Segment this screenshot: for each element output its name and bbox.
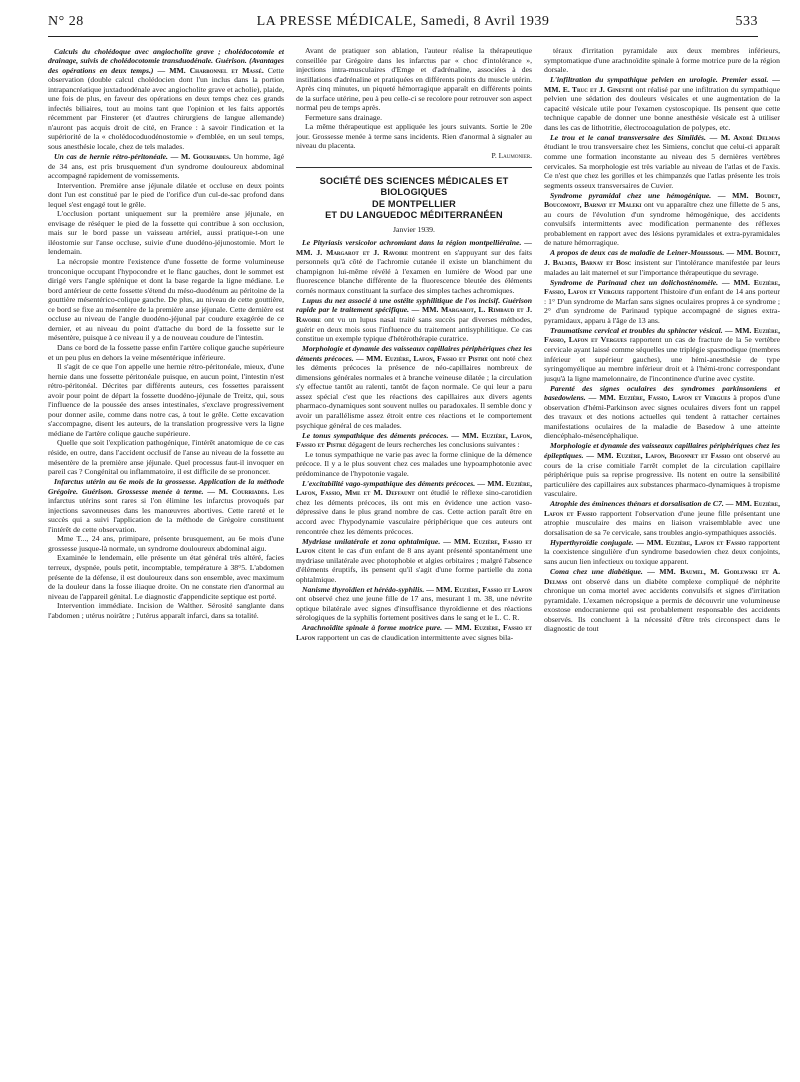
text-paragraph <box>544 46 780 75</box>
communication-title: L'excitabilité vago-sympathique des déments précoces. — <box>302 478 486 488</box>
communication-paragraph <box>544 499 780 537</box>
body-text: ont vu un lupus nasal traité sans succès par diverses méthodes, guérir en deux mois sous l'influence du traitement antisyphilitique. Ce cas constitue un exemple typique d'hétérothérapie curatrice. <box>296 314 532 344</box>
authors: MM. Margarot, L. Rimbaud et J. Ravoire <box>296 305 532 324</box>
column-1 <box>48 46 284 1076</box>
communication-paragraph <box>544 191 780 248</box>
text-paragraph <box>296 122 532 151</box>
text-paragraph <box>48 438 284 476</box>
communication-title: Le Pityriasis versicolor achromiant dans la région montpelliéraine. — <box>302 238 532 248</box>
text-paragraph <box>296 113 532 123</box>
body-text: Dans ce bord de la fossette passe enfin l'artère colique gauche supérieure et un peu plus en dehors la veine mésentérique inférieure. <box>48 342 284 362</box>
body-text: rapportent un cas de claudication intermittente avec signes bila- <box>315 633 514 643</box>
authors: M. Gourriades. <box>181 152 231 162</box>
body-text: rapportent la coexistence singulière d'un syndrome basedowien chez deux conjoints, sans aucun lien infectieux ou toxique apparent. <box>544 537 780 566</box>
communication-title: Calculs du cholédoque avec angiocholite grave ; cholédocotomie et drainage, suivis de cholédocotomie transduodénale. Guérison. (Avantages des opérations en deux temps.) — <box>48 46 284 75</box>
body-text: Il s'agit de ce que l'on appelle une hernie rétro-péritonéale, mieux, d'une hernie dans une fossette péritonéale puisque, en aucun point, l'intestin n'est rétro-péritonéal. Décrites par différents auteurs, ces fossettes paraissent avoir pour point de départ la fossette duodéno-jéjunale de Treitz, qui, sous l'influence de la poussée des anses intestinales, s'exclave progressivement pour donner asile, comme dans notre cas, à tout le grêle. Cette excavation s'accompagne, disent les auteurs, de la translation progressive vers la ligne médiane de l'artère colique gauche supérieure. <box>48 362 284 438</box>
communication-paragraph <box>48 47 284 152</box>
body-text: ont réalisé par une infiltration du sympathique pelvien une sédation des douleurs vésicales et une augmentation de la capacité vésicale utile pour l'examen cystoscopique. Ils pensent que cette technique capable de donner une bonne anesthésie vésicale est à utiliser dans les cas de lithotritie, électrocoagulation de polypes, etc. <box>544 84 780 132</box>
communication-paragraph <box>544 326 780 383</box>
body-text: ont vu apparaître chez une fillette de 5 ans, au cours de l'évolution d'un syndrome hémogénique, des accidents convulsifs intermittents avec modification permanente des réflexes probablement en rapport avec des lésions pyramidales et extra-pyramidales de nature hémorragique. <box>544 200 780 248</box>
body-text: montrent en s'appuyant sur des faits personnels qu'à côté de l'achromie cutanée il existe un blanchiment du champignon lui-même révélé à l'examen en lumière de Wood par une fluorescence blanche différente de la fluorescence bleutée des éléments cornés normaux constituant la surface des simples taches achromiques. <box>296 247 532 295</box>
body-text: Cette observation (double calcul cholédocien dont l'un inclus dans la portion intrapancréatique juxtaduodénale avec angiocholite grave et acholie), plaide, une fois de plus, en faveur des opérations en deux temps chez ces grands infectés biliaires, tout au moins tant que l'opinion et les faits apportés récemment par Finsterer (et d'autres chirurgiens de langue allemande) n'auront pas acquis droit de cité, en France : à savoir l'indication et la supériorité de la « cholédocoduodénostomie » d'emblée, en un seul temps, sous anesthésie locale, chez de tels malades. <box>48 65 284 151</box>
communication-title: Un cas de hernie rétro-péritonéale. — <box>54 152 179 162</box>
communication-paragraph <box>296 296 532 344</box>
communication-title: Coma chez une diabétique. — <box>550 567 655 577</box>
text-paragraph <box>48 257 284 343</box>
signature: P. Laumonier. <box>491 151 532 161</box>
header-rule <box>48 36 758 37</box>
communication-title: Nanisme thyroïdien et hérédo-syphilis. — <box>302 584 434 594</box>
body-text: ont noté chez les déments précoces la présence de néo-capillaires nombreux de dimensions générales normales et à branche veineuse dilatée ; la circulation s'y effectue tantôt au ralenti, tantôt de façon normale. Ce qui leur a paru assez spécial c'est que les réactions des capillaires aux divers agents pharmaco-dynamiques sont souvent nulles ou paradoxales. Il semble donc y avoir un parallélisme assez étroit entre ces réactions et le comportement psychique général de ces malades. <box>296 353 532 430</box>
body-text: Mme T..., 24 ans, primipare, présente brusquement, au 6e mois d'une grossesse jusque-là normale, un syndrome douloureux abdominal aigu. <box>48 534 284 553</box>
page-number-left: N° 28 <box>48 14 84 29</box>
page-number-right: 533 <box>735 14 758 29</box>
communication-title: Lupus du nez associé à une ostéite syphilitique de l'os incisif. Guérison rapide par le traitement spécifique. — <box>296 295 532 315</box>
society-line-1: SOCIÉTÉ DES SCIENCES MÉDICALES ET BIOLOGIQUES <box>319 175 509 198</box>
authors: MM. Euzière, Lafon et Fassio <box>646 537 746 547</box>
authors: MM. Euzière, Fassio et Lafon <box>435 584 532 594</box>
authors: MM. Charbonnel et Massé. <box>169 65 264 75</box>
body-text: La nécropsie montre l'existence d'une fossette de forme volumineuse tronconique occupant l'hypocondre et le flanc gauches, dont le sommet est dirigé vers l'angle splénique et dont la base regarde la ligne médiane. Le bord antérieur de cette fossette s'étend du méso-duodénum au péritoine de la gouttière mésentérico-colique gauche. De plus, au niveau de cette gouttière, ce bord se fixe au mésentère de la première anse jéjunale. Cette dernière est occluse au niveau de l'angle duodéno-jéjunal par coudure exagérée de ce dernier, et au niveau du point d'attache du bord de la fossette sur le mésentère, puisque à ce niveau il y a de nouveau coudure de l'intestin. <box>48 257 284 343</box>
communication-title: Hyperthyroïdie conjugale. — <box>550 537 644 547</box>
body-text: L'occlusion portant uniquement sur la première anse jéjunale, en envisage de réséquer le pied de la fossette qui contribue à son occlusion, mais sur le bord passe un vaisseau artériel, aussi pratique-t-on une iléostomie sur l'anse occluse, suivie d'une duodéno-jéjunostomie. Mort le lendemain. <box>48 209 284 257</box>
text-paragraph <box>48 553 284 601</box>
column-3 <box>544 46 780 1076</box>
communication-title: Syndrome pyramidal chez une hémogénique. — <box>550 190 726 200</box>
body-text: citent le cas d'un enfant de 8 ans ayant présenté spontanément une mydriase unilatérale avec photophobie et algies orbitaires ; malgré l'absence d'éléments éruptifs, ils pensent qu'il s'agit d'une forme partielle du zona ophtalmique. <box>296 546 532 584</box>
body-text: étudiant le trou transversaire chez les Simiens, conclut que celui-ci apparaît comme une formation inconstante au niveau des 5 dernières vertèbres cervicales. Sa morphologie est très variable au niveau de l'atlas et de l'axis. Ce n'est que chez les gorilles et les chimpanzés que l'atlas présente les trois segments osseux transversaires de Cuvier. <box>544 142 780 190</box>
body-text: rapportent l'observation d'une jeune fille présentant une atrophie musculaire des mains en liaison vraisemblable avec une dorsalisation de sa 7e cervicale, sans troubles angio-sympathiques associés. <box>544 508 780 537</box>
body-text: Les infarctus utérins sont rares si l'on élimine les infarctus provoqués par injections savonneuses dans les manœuvres abortives. Cette rareté et le succès qui a suivi l'application de la méthode de Grégoire constituent l'intérêt de cette observation. <box>48 486 284 534</box>
authors: MM. Euzière, Lafon, Fassio et Pistre <box>366 353 488 363</box>
text-paragraph <box>48 343 284 362</box>
communication-paragraph <box>544 278 780 326</box>
authors: M. Courriades. <box>218 486 270 496</box>
communication-title: Atrophie des éminences thénars et dorsalisation de C7. — <box>550 499 734 509</box>
body-text: Fermeture sans drainage. <box>305 112 383 122</box>
society-line-2: DE MONTPELLIER <box>372 198 456 209</box>
body-text: Un homme, âgé de 34 ans, est pris brusquement d'un syndrome douloureux abdominal accompagné rapidement de vomissements. <box>48 152 284 181</box>
body-text: Intervention immédiate. Incision de Walther. Sérosité sanglante dans l'abdomen ; utérus noirâtre ; l'utérus apparaît infarci, dans sa totalité. <box>48 601 284 620</box>
journal-title: LA PRESSE MÉDICALE, Samedi, 8 Avril 1939 <box>256 14 550 29</box>
communication-paragraph <box>48 152 284 181</box>
communication-title: Mydriase unilatérale et zona ophtalmique. — <box>302 536 451 546</box>
session-date: Janvier 1939. <box>392 224 435 234</box>
authors: M. André Delmas <box>720 132 780 142</box>
authors: MM. Euzière, Lafon, Bigonnet et Fassio <box>596 450 731 460</box>
text-paragraph <box>48 362 284 438</box>
communication-paragraph <box>544 441 780 498</box>
body-text: téraux d'irritation pyramidale aux deux membres inférieurs, symptomatique d'une arachnoïdite spinale à forme motrice pure de la région dorsale. <box>544 46 780 75</box>
communication-paragraph <box>296 344 532 430</box>
authors: MM. Boudet, Boucomont, Barnay et Maleki <box>544 190 780 210</box>
body-text: Intervention. Première anse jéjunale dilatée et occluse en deux points dont l'un est constitué par le pied de l'orifice d'un cul-de-sac profond dans lequel s'est engagé tout le grêle. <box>48 180 284 209</box>
communication-title: Traumatisme cervical et troubles du sphincter vésical. — <box>550 325 733 335</box>
body-text: Examinée le lendemain, elle présente un état général très altéré, facies terreux, dyspnée, pouls petit, incomptable, température à 38°5. L'abdomen présente de la défense, il est douloureux dans son ensemble, avec maximum de la douleur dans la fosse iliaque droite. On ne constate rien d'anormal au niveau de l'appareil génital. Le diagnostic d'appendicite septique est porté. <box>48 553 284 601</box>
authors: MM. Euzière, Lafon, Fassio et Pistre <box>296 430 532 450</box>
text-paragraph <box>48 181 284 210</box>
authors: MM. Euzière, Fassio, Lafon et Vergues <box>599 393 731 403</box>
text-paragraph <box>48 601 284 620</box>
authors: MM. Euzière, Fassio et Lafon <box>296 623 532 643</box>
communication-title: Le trou et le canal transversaire des Simiidés. — <box>550 132 718 142</box>
communication-paragraph <box>296 537 532 585</box>
communication-title: L'infiltration du sympathique pelvien en urologie. Premier essai. — <box>550 75 780 85</box>
page-header <box>48 14 758 38</box>
communication-title: Morphologie et dynamie des vaisseaux capillaires périphériques chez les déments précoces. — <box>296 344 532 363</box>
authors: MM. J. Margarot et J. Ravoire <box>296 247 408 257</box>
communication-paragraph <box>544 75 780 132</box>
communication-paragraph <box>544 384 780 441</box>
communication-paragraph <box>296 623 532 642</box>
body-text: La même thérapeutique est appliquée les jours suivants. Sortie le 20e jour. Grossesse menée à terme sans incidents. Rien d'anormal à signaler au niveau du placenta. <box>296 122 532 151</box>
text-paragraph <box>48 209 284 257</box>
authors: MM. Euzière, Lafon, Fassio, Mme et M. Deffaunt <box>296 478 532 498</box>
body-text: rapportent l'histoire d'un enfant de 14 ans porteur : 1° D'un syndrome de Marfan sans signes oculaires propres à ce syndrome ; 2° d'un syndrome de Parinaud typique accompagné de signes extra-pyramidaux, apparu à l'âge de 13 ans. <box>544 287 780 325</box>
body-text: Quelle que soit l'explication pathogénique, l'intérêt anatomique de ce cas réside, en outre, dans l'accident occlusif de l'anse au niveau de la fossette au mésentère de la première anse jéjunale. Quel processus faut-il invoquer en pareil cas ? Congénital ou inflammatoire, il est difficile de se prononcer. <box>48 438 284 477</box>
body-text: rapportent un cas de fracture de la 5e vertèbre cervicale ayant laissé comme séquelles une triplégie spasmodique (membres inférieur et supérieur gauches), une hémi-anesthésie de type syringomyélique au membre inférieur droit et à l'hémi-tronc correspondant jusqu'à la ligne mamelonnaire, de l'incontinence d'urine avec cystite. <box>544 335 780 383</box>
society-line-3: ET DU LANGUEDOC MÉDITERRANÉEN <box>325 210 503 221</box>
authors: MM. Boudet, J. Balmes, Barnay et Bosc <box>544 248 780 268</box>
communication-title: A propos de deux cas de maladie de Leiner-Moussous. — <box>550 248 735 258</box>
authors: MM. Euzière, Fassio, Lafon et Vergues <box>544 277 780 297</box>
text-paragraph <box>296 450 532 479</box>
communication-title: Syndrome de Parinaud chez un dolichosténomèle. — <box>550 277 730 287</box>
communication-paragraph <box>544 567 780 634</box>
communication-paragraph <box>296 479 532 536</box>
body-text: ont observé dans un diabète complexe compliqué de néphrite chronique un coma mortel avec accidents convulsifs et signes d'irritation pyramidale. L'examen nécropsique a permis de découvrir une volumineuse exostose endocranienne qui est probablement responsable des accidents observés. Ils concluent à la nécessité d'être très circonspect dans le diagnostic de tout <box>544 576 780 634</box>
communication-title: Le tonus sympathique des déments précoces. — <box>302 430 460 440</box>
communication-paragraph <box>296 585 532 623</box>
body-text: dégagent de leurs recherches les conclusions suivantes : <box>345 440 520 450</box>
body-text: ont observé au cours de la crise comitiale l'arrêt complet de la circulation capillaire périphérique puis sa reprise progressive. Ils notent en outre la sensibilité particulière des capillaires aux substances pharmaco-dynamiques à tropisme vasculaire. <box>544 450 780 499</box>
communication-title: Parenté des signes oculaires des syndromes parkinsoniens et basedowiens. — <box>544 383 780 403</box>
body-text: insistent sur l'intolérance manifestée par leurs malades au lait maternel et sur l'importance thérapeutique du sevrage. <box>544 258 780 277</box>
communication-paragraph <box>544 538 780 567</box>
authors: MM. Baumel, M. Godlewski et A. Delmas <box>544 567 780 586</box>
communication-paragraph <box>544 133 780 190</box>
communication-paragraph <box>296 238 532 295</box>
society-heading <box>296 176 532 222</box>
communication-title: Arachnoïdite spinale à forme motrice pure. — <box>302 623 453 633</box>
text-paragraph <box>48 534 284 553</box>
communication-paragraph <box>48 477 284 534</box>
authors: MM. E. Truc et J. Ginestié <box>544 84 634 94</box>
body-text: ont étudié le réflexe sino-carotidien chez les déments précoces, ils ont mis en évidence une action vaso-dépressive dans le plus grand nombre de cas. Cette action paraît être en accord avec l'hypodynamie vasculaire périphérique que ces auteurs ont rencontrée chez les déments précoces. <box>296 488 532 536</box>
authors: MM. Euzière, Fassio, Lafon et Vergues <box>544 325 780 345</box>
communication-paragraph <box>296 431 532 450</box>
body-text: ont observé chez une jeune fille de 17 ans, mesurant 1 m. 38, une névrite optique bilatérale avec signes d'insuffisance thyroïdienne et des réactions sérologiques de la syphilis fortement positives dans le sang et le L. C. R. <box>296 594 532 623</box>
text-paragraph <box>296 46 532 113</box>
body-text: à propos d'une observation d'hémi-Parkinson avec signes oculaires divers font un rappel des travaux et des notions actuelles qui tendent à rattacher certaines manifestations oculaires de la maladie de Basedow à une atteinte diencéphalo-mésencéphalique. <box>544 393 780 441</box>
communication-paragraph <box>544 248 780 277</box>
section-divider <box>296 167 532 168</box>
column-2 <box>296 46 532 1076</box>
authors: MM. Euzière, Fassio et Lafon <box>296 536 532 556</box>
body-text: Le tonus sympathique ne varie pas avec la forme clinique de la démence précoce. Il y a le plus souvent chez ces malades une hypoamphotonie avec prédominance de l'hypotonie vagale. <box>296 449 532 478</box>
authors: MM. Euzière, Lafon et Fassio <box>544 499 780 518</box>
body-text: Avant de pratiquer son ablation, l'auteur réalise la thérapeutique conseillée par Grégoire dans les infarctus par « choc d'intolérance », injections intra-musculaires d'Emge et d'adrénaline, associées à des instillations d'adrénaline et pratiquées en différents points du muscle utérin. Après cinq minutes, un piqueté hémorragique apparaît en différents points de la surface utérine, peu à peu celle-ci se recolore pour retrouver son aspect normal peu de temps après. <box>296 46 532 113</box>
communication-title: Morphologie et dynamie des vaisseaux capillaires périphériques chez les épileptiques. — <box>544 441 780 460</box>
communication-title: Infarctus utérin au 6e mois de la grossesse. Application de la méthode Grégoire. Guérison. Grossesse menée à terme. — <box>48 477 284 496</box>
